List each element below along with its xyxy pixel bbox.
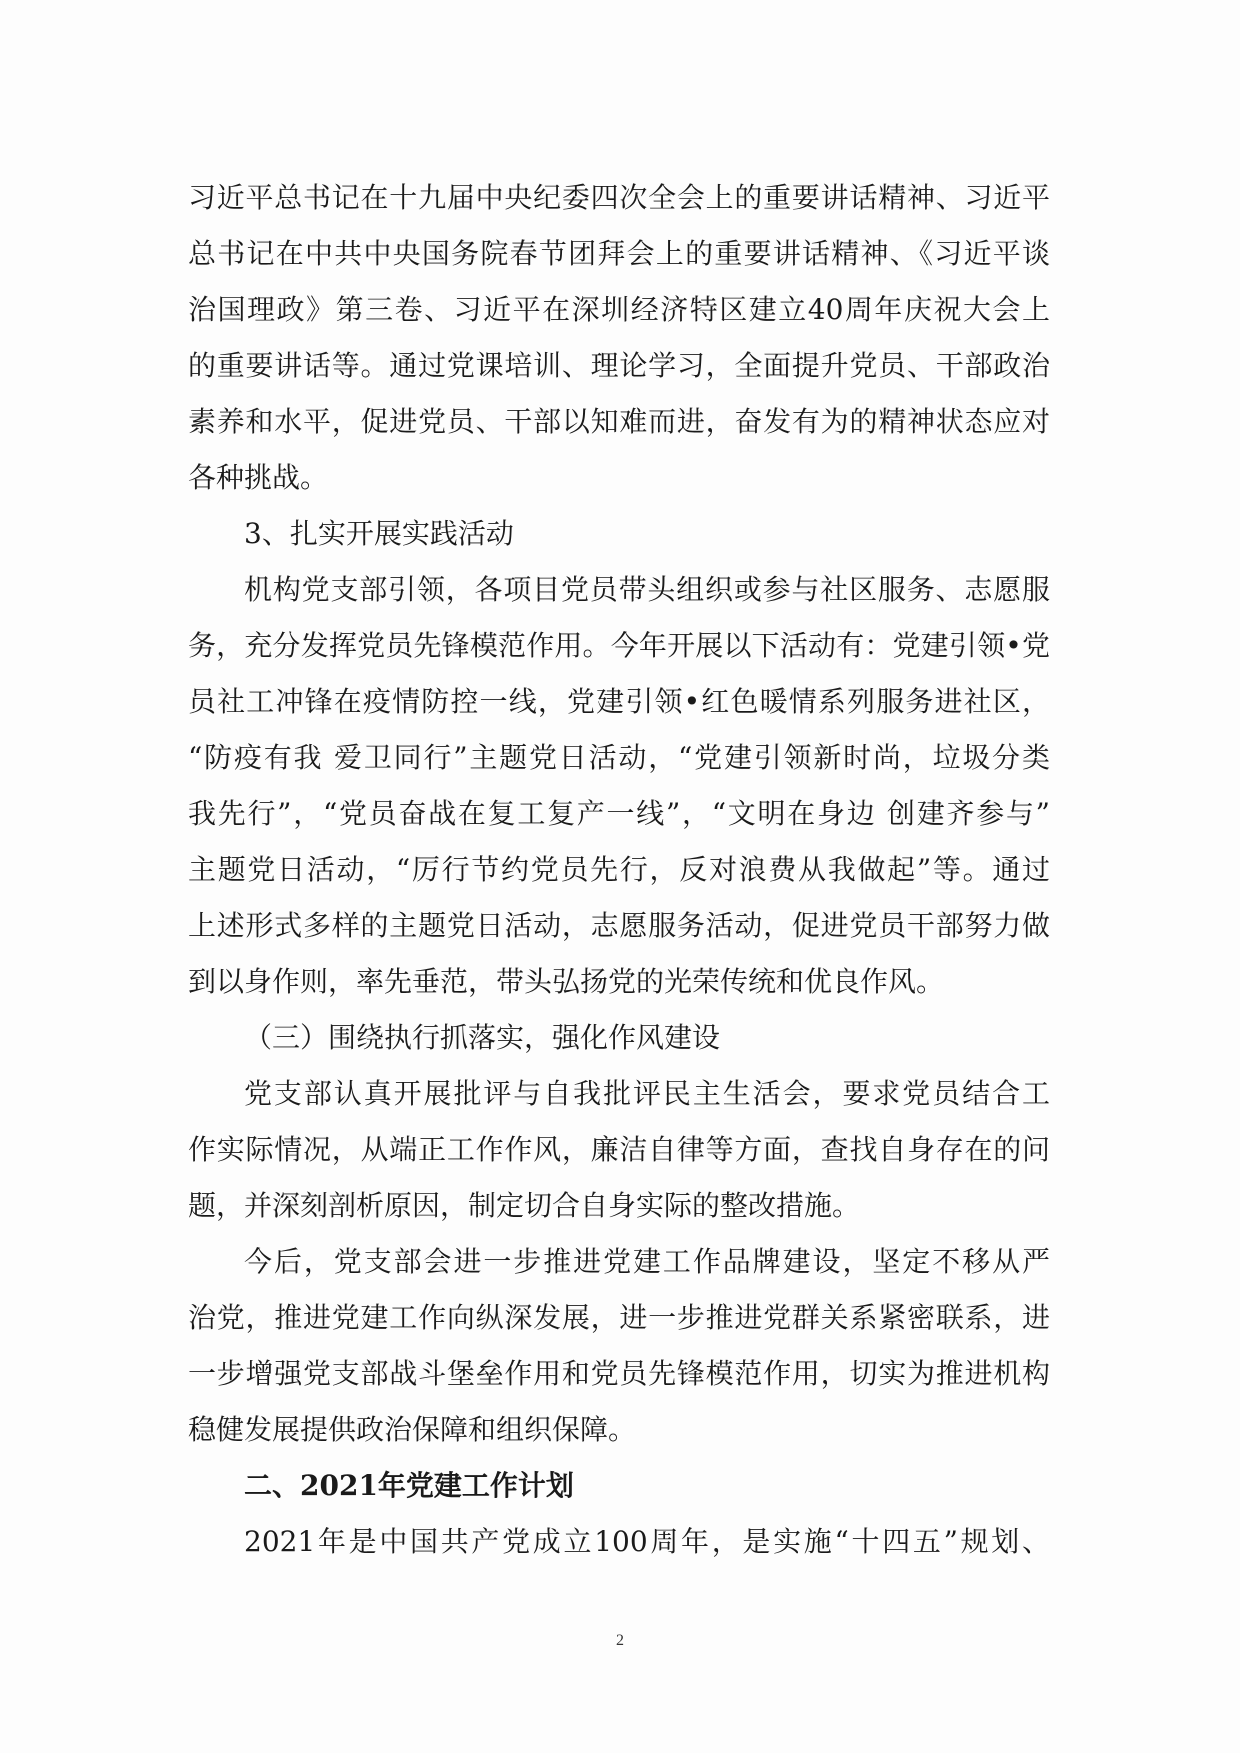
section-heading-2021-plan: 二、2021年党建工作计划 xyxy=(244,1469,574,1502)
paragraph-1-line-1: 习近平总书记在十九届中央纪委四次全会上的重要讲话精神、习近平 xyxy=(188,181,1050,214)
page-number: 2 xyxy=(616,1632,624,1649)
paragraph-4-line-3: 一步增强党支部战斗堡垒作用和党员先锋模范作用，切实为推进机构 xyxy=(188,1357,1050,1390)
paragraph-3-line-2: 作实际情况，从端正工作作风，廉洁自律等方面，查找自身存在的问 xyxy=(188,1133,1050,1166)
paragraph-1-line-6: 各种挑战。 xyxy=(188,461,329,494)
paragraph-4-line-2: 治党，推进党建工作向纵深发展，进一步推进党群关系紧密联系，进 xyxy=(188,1301,1050,1334)
paragraph-2-line-1: 机构党支部引领，各项目党员带头组织或参与社区服务、志愿服 xyxy=(244,573,1050,606)
paragraph-2-line-3: 员社工冲锋在疫情防控一线，党建引领•红色暖情系列服务进社区， xyxy=(188,685,1050,718)
section-heading-practice-activities: 3、扎实开展实践活动 xyxy=(244,517,514,550)
paragraph-3-line-1: 党支部认真开展批评与自我批评民主生活会，要求党员结合工 xyxy=(244,1077,1050,1110)
paragraph-1-line-4: 的重要讲话等。通过党课培训、理论学习，全面提升党员、干部政治 xyxy=(188,349,1050,382)
paragraph-4-line-4: 稳健发展提供政治保障和组织保障。 xyxy=(188,1413,637,1446)
section-heading-work-style: （三）围绕执行抓落实，强化作风建设 xyxy=(244,1021,721,1054)
paragraph-2-line-5: 我先行”，“党员奋战在复工复产一线”，“文明在身边 创建齐参与” xyxy=(188,797,1050,830)
paragraph-2-line-2: 务，充分发挥党员先锋模范作用。今年开展以下活动有：党建引领•党 xyxy=(188,629,1050,662)
paragraph-1-line-3: 治国理政》第三卷、习近平在深圳经济特区建立40周年庆祝大会上 xyxy=(188,293,1050,326)
paragraph-2-line-8: 到以身作则，率先垂范，带头弘扬党的光荣传统和优良作风。 xyxy=(188,965,945,998)
paragraph-5-line-1: 2021年是中国共产党成立100周年，是实施“十四五”规划、 xyxy=(244,1525,1050,1558)
paragraph-2-line-6: 主题党日活动，“厉行节约党员先行，反对浪费从我做起”等。通过 xyxy=(188,853,1050,886)
paragraph-1-line-2: 总书记在中共中央国务院春节团拜会上的重要讲话精神、《习近平谈 xyxy=(188,237,1050,270)
document-body xyxy=(188,170,1050,1570)
paragraph-1-line-5: 素养和水平，促进党员、干部以知难而进，奋发有为的精神状态应对 xyxy=(188,405,1050,438)
paragraph-2-line-4: “防疫有我 爱卫同行”主题党日活动，“党建引领新时尚，垃圾分类 xyxy=(188,741,1050,774)
paragraph-3-line-3: 题，并深刻剖析原因，制定切合自身实际的整改措施。 xyxy=(188,1189,861,1222)
paragraph-4-line-1: 今后，党支部会进一步推进党建工作品牌建设，坚定不移从严 xyxy=(244,1245,1050,1278)
paragraph-2-line-7: 上述形式多样的主题党日活动，志愿服务活动，促进党员干部努力做 xyxy=(188,909,1050,942)
